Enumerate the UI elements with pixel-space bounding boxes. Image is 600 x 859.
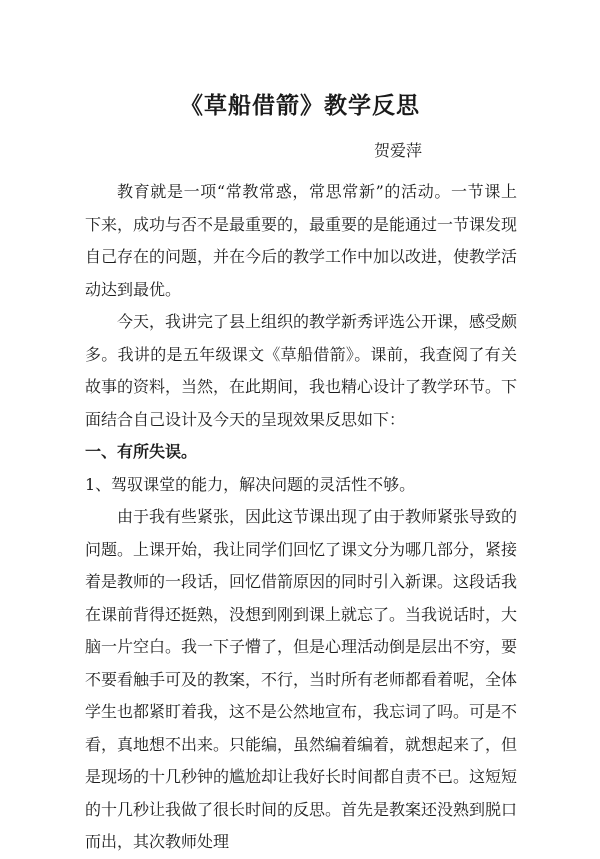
document-body — [85, 176, 517, 859]
section-paragraph: 由于我有些紧张，因此这节课出现了由于教师紧张导致的问题。上课开始，我让同学们回忆了课文分为哪几部分，紧接着是教师的一段话，回忆借箭原因的同时引入新课。这段话我在课前背得还挺熟，没想到刚到课上就忘了。当我说话时，大脑一片空白。我一下子懵了，但是心理活动倒是层出不穷，要不要看触手可及的教案，不行，当时所有老师都看着呢，全体学生也都紧盯着我，这不是公然地宣布，我忘词了吗。可是不看，真地想不出来。只能编，虽然编着编着，就想起来了，但是现场的十几秒钟的尴尬却让我好长时间都自责不已。这短短的十几秒让我做了很长时间的反思。首先是教案还没熟到脱口而出，其次教师处理 — [85, 507, 518, 851]
document-title: 《草船借箭》教学反思 — [180, 93, 420, 119]
author-name: 贺爱萍 — [374, 141, 423, 160]
subsection-heading: 1、驾驭课堂的能力，解决问题的灵活性不够。 — [85, 474, 416, 494]
section-heading: 一、有所失误。 — [85, 442, 198, 461]
intro-paragraph: 教育就是一项“常教常惑，常思常新”的活动。一节课上下来，成功与否不是最重要的，最重要的是能通过一节课发现自己存在的问题，并在今后的教学工作中加以改进，使教学活动达到最优。 — [85, 182, 518, 299]
context-paragraph: 今天，我讲完了县上组织的教学新秀评选公开课，感受颇多。我讲的是五年级课文《草船借箭》。课前，我查阅了有关故事的资料，当然，在此期间，我也精心设计了教学环节。下面结合自己设计及今天的呈现效果反思如下： — [85, 312, 518, 429]
